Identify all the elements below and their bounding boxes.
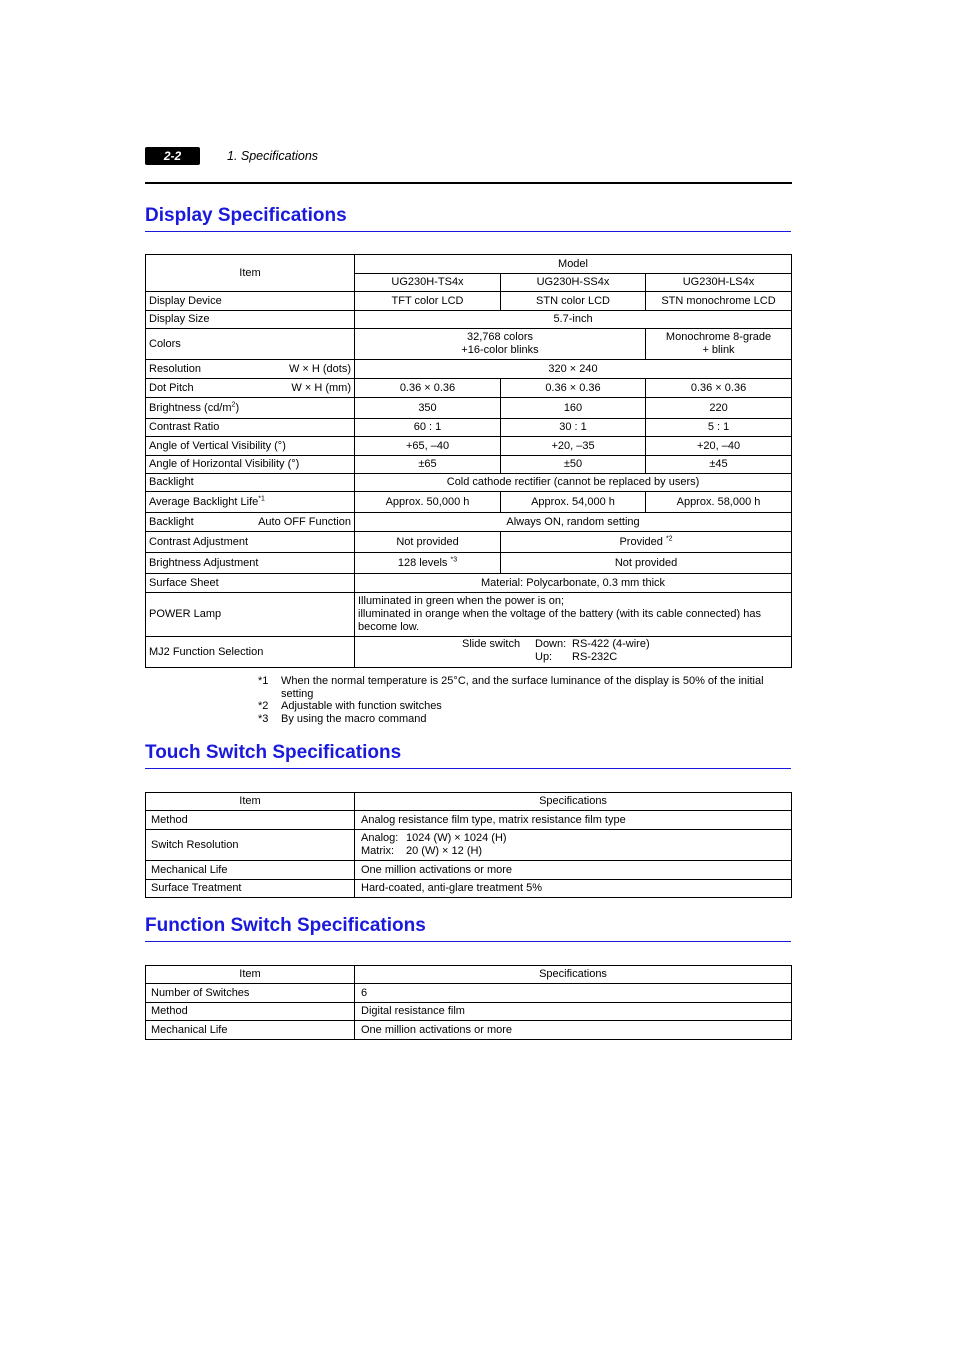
cell: Material: Polycarbonate, 0.3 mm thick [355,574,792,593]
cell: ±65 [355,456,501,474]
label-text: ) [235,401,240,414]
footnote-mark: *1 [258,675,269,687]
row-label: Backlight [146,474,355,492]
cell: +20, –35 [501,437,646,456]
display-specs-heading: Display Specifications [145,205,791,232]
row-label: Switch Resolution [146,830,355,861]
table-row [146,984,792,1003]
label-text: Brightness (cd/m [149,401,232,414]
row-label [146,398,355,419]
analog-label: Analog: [361,832,399,844]
cell [355,553,501,574]
down-value: RS-422 (4-wire) [572,638,650,650]
cell: STN color LCD [501,292,646,311]
cell: Approx. 50,000 h [355,492,501,513]
footnote-mark: *2 [258,700,269,712]
table-row [146,379,792,398]
running-title: 1. Specifications [227,149,319,163]
cell: 160 [501,398,646,419]
cell-line: illuminated in orange when the voltage of the battery (with its cable connected) has become low. [358,608,761,633]
unit-text: Auto OFF Function [258,515,351,528]
cell [355,830,792,861]
cell: 220 [646,398,792,419]
table-row [146,966,792,984]
unit-text: W × H (mm) [291,381,351,394]
label-text: Average Backlight Life [149,495,259,508]
row-label: Mechanical Life [146,1021,355,1040]
row-label: Contrast Adjustment [146,532,355,553]
cell: +65, –40 [355,437,501,456]
cell-text: 128 levels [397,556,451,569]
cell-text: Provided [619,535,666,548]
label-text: Resolution [149,362,201,375]
cell: One million activations or more [355,861,792,880]
cell-line: 32,768 colors [466,331,534,343]
table-row [146,255,792,274]
cell: ±50 [501,456,646,474]
footnote-mark: *3 [258,712,269,725]
cell: Not provided [355,532,501,553]
table-row [146,1003,792,1021]
row-label [146,379,355,398]
cell: Approx. 54,000 h [501,492,646,513]
superscript: *3 [450,555,458,563]
table-row [146,513,792,532]
header-model: Model [355,255,792,274]
cell: Cold cathode rectifier (cannot be replaced by users) [355,474,792,492]
row-label: Colors [146,329,355,360]
superscript: 2 [231,400,236,408]
mj2-settings [535,638,650,664]
table-row [146,419,792,437]
table-row [146,574,792,593]
label-text: Dot Pitch [149,381,194,394]
table-row [146,532,792,553]
page-number-badge: 2-2 [145,147,200,165]
table-row [146,311,792,329]
mj2-switch: Slide switch [462,638,521,650]
table-row [146,880,792,898]
touch-specs-heading: Touch Switch Specifications [145,742,791,769]
table-row [146,292,792,311]
row-label: Display Device [146,292,355,311]
cell [501,532,792,553]
table-row [146,492,792,513]
cell-line: Monochrome 8-grade [665,331,772,343]
table-row [146,329,792,360]
cell: STN monochrome LCD [646,292,792,311]
footnotes [258,675,788,725]
table-row [146,360,792,379]
header-item: Item [146,793,355,811]
label-text: Backlight [149,515,194,528]
matrix-value: 20 (W) × 12 (H) [406,845,483,857]
superscript: *1 [258,494,265,502]
up-label: Up: [535,651,553,663]
footnote [258,700,788,713]
model-ts: UG230H-TS4x [355,274,501,292]
row-label: Display Size [146,311,355,329]
table-row [146,474,792,492]
table-row [146,437,792,456]
cell: +20, –40 [646,437,792,456]
superscript: *2 [665,534,673,542]
cell-line: + blink [702,344,735,356]
down-label: Down: [535,638,567,650]
cell: Always ON, random setting [355,513,792,532]
function-specs-heading: Function Switch Specifications [145,915,791,942]
cell: Hard-coated, anti-glare treatment 5% [355,880,792,898]
cell [646,329,792,360]
cell: 350 [355,398,501,419]
footnote-text: Adjustable with function switches [281,700,442,712]
row-label [146,360,355,379]
table-row [146,811,792,830]
cell: 320 × 240 [355,360,792,379]
row-label: MJ2 Function Selection [146,637,355,668]
row-label [146,492,355,513]
cell: ±45 [646,456,792,474]
cell: Not provided [501,553,792,574]
cell: TFT color LCD [355,292,501,311]
cell [355,637,792,668]
analog-value: 1024 (W) × 1024 (H) [406,832,507,844]
row-label: Angle of Horizontal Visibility (°) [146,456,355,474]
header-item: Item [146,255,355,292]
row-label: Contrast Ratio [146,419,355,437]
cell: 5.7-inch [355,311,792,329]
row-label: Mechanical Life [146,861,355,880]
touch-specs-table [145,792,792,898]
header-item: Item [146,966,355,984]
cell: Analog resistance film type, matrix resistance film type [355,811,792,830]
page-header [145,146,792,184]
unit-text: W × H (dots) [288,362,351,375]
table-row [146,398,792,419]
matrix-label: Matrix: [361,845,394,857]
header-spec: Specifications [355,966,792,984]
row-label [146,513,355,532]
cell [355,593,792,637]
row-label: Number of Switches [146,984,355,1003]
table-row [146,793,792,811]
header-spec: Specifications [355,793,792,811]
cell: 0.36 × 0.36 [646,379,792,398]
cell: 0.36 × 0.36 [501,379,646,398]
model-ls: UG230H-LS4x [646,274,792,292]
table-row [146,456,792,474]
model-ss: UG230H-SS4x [501,274,646,292]
cell-line: +16-color blinks [461,344,539,356]
cell: 5 : 1 [646,419,792,437]
row-label: Surface Sheet [146,574,355,593]
row-label: Method [146,811,355,830]
cell [355,329,646,360]
footnote-text: When the normal temperature is 25°C, and the surface luminance of the display is 50% of the initial setting [281,675,764,700]
table-row [146,637,792,668]
footnote-text: By using the macro command [281,712,427,725]
row-label: Angle of Vertical Visibility (°) [146,437,355,456]
row-label: POWER Lamp [146,593,355,637]
table-row [146,830,792,861]
table-row [146,593,792,637]
mj2-detail [462,638,788,664]
up-value: RS-232C [572,651,618,663]
row-label: Brightness Adjustment [146,553,355,574]
table-row [146,553,792,574]
cell: Digital resistance film [355,1003,792,1021]
footnote [258,675,788,700]
cell: 6 [355,984,792,1003]
cell: 30 : 1 [501,419,646,437]
cell: 0.36 × 0.36 [355,379,501,398]
cell: Approx. 58,000 h [646,492,792,513]
cell-line: Illuminated in green when the power is on; [358,595,565,607]
function-specs-table [145,965,792,1040]
table-row [146,861,792,880]
row-label: Method [146,1003,355,1021]
cell: 60 : 1 [355,419,501,437]
table-row [146,1021,792,1040]
row-label: Surface Treatment [146,880,355,898]
display-specs-table [145,254,792,668]
footnote [258,713,788,726]
cell: One million activations or more [355,1021,792,1040]
